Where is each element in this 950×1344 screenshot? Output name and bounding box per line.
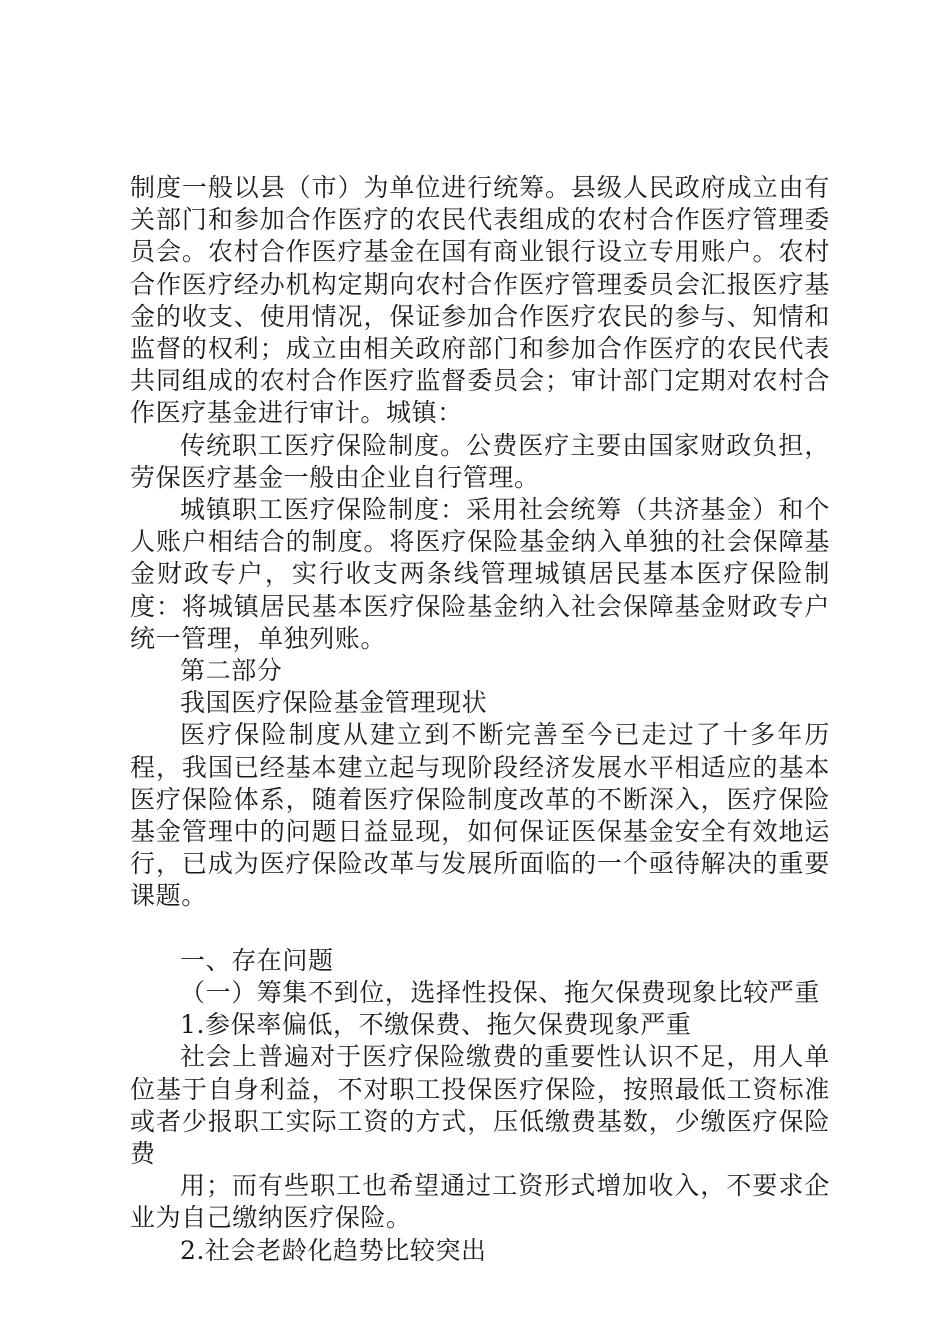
paragraph-employees: 用；而有些职工也希望通过工资形式增加收入，不要求企业为自己缴纳医疗保险。 [130,1171,830,1233]
section-heading-part-two: 第二部分 [180,656,283,686]
document-page [130,172,830,1267]
section-title: 我国医疗保险基金管理现状 [180,688,488,718]
paragraph-rural-fund-management: 制度一般以县（市）为单位进行统筹。县级人民政府成立由有关部门和参加合作医疗的农民代表组成的农村合作医疗管理委员会。农村合作医疗基金在国有商业银行设立专用账户。农村合作医疗经办机构定期向农村合作医疗管理委员会汇报医疗基金的收支、使用情况，保证参加合作医疗农民的参与、知情和监督的权利；成立由相关政府部门和参加合作医疗的农民代表共同组成的农村合作医疗监督委员会；审计部门定期对农村合作医疗基金进行审计。城镇： [130,173,830,428]
paragraph-awareness: 社会上普遍对于医疗保险缴费的重要性认识不足，用人单位基于自身利益，不对职工投保医疗保险，按照最低工资标准或者少报职工实际工资的方式，压低缴费基数，少缴医疗保险费 [130,1042,830,1169]
paragraph-traditional-insurance: 传统职工医疗保险制度。公费医疗主要由国家财政负担，劳保医疗基金一般由企业自行管理。 [130,430,830,492]
paragraph-urban-insurance: 城镇职工医疗保险制度：采用社会统筹（共济基金）和个人账户相结合的制度。将医疗保险基金纳入单独的社会保障基金财政专户，实行收支两条线管理城镇居民基本医疗保险制度：将城镇居民基本医疗保险基金纳入社会保障基金财政专户统一管理，单独列账。 [130,495,830,653]
subheading-point-1: 1.参保率偏低，不缴保费、拖欠保费现象严重 [180,1010,692,1040]
paragraph-status-overview: 医疗保险制度从建立到不断完善至今已走过了十多年历程，我国已经基本建立起与现阶段经济发展水平相适应的基本医疗保险体系，随着医疗保险制度改革的不断深入，医疗保险基金管理中的问题日益显现，如何保证医保基金安全有效地运行，已成为医疗保险改革与发展所面临的一个亟待解决的重要课题。 [130,720,830,911]
subheading-point-2: 2.社会老龄化趋势比较突出 [180,1235,487,1265]
blank-line [130,913,830,945]
subheading-collection: （一）筹集不到位，选择性投保、拖欠保费现象比较严重 [180,978,821,1008]
heading-existing-problems: 一、存在问题 [180,945,334,975]
